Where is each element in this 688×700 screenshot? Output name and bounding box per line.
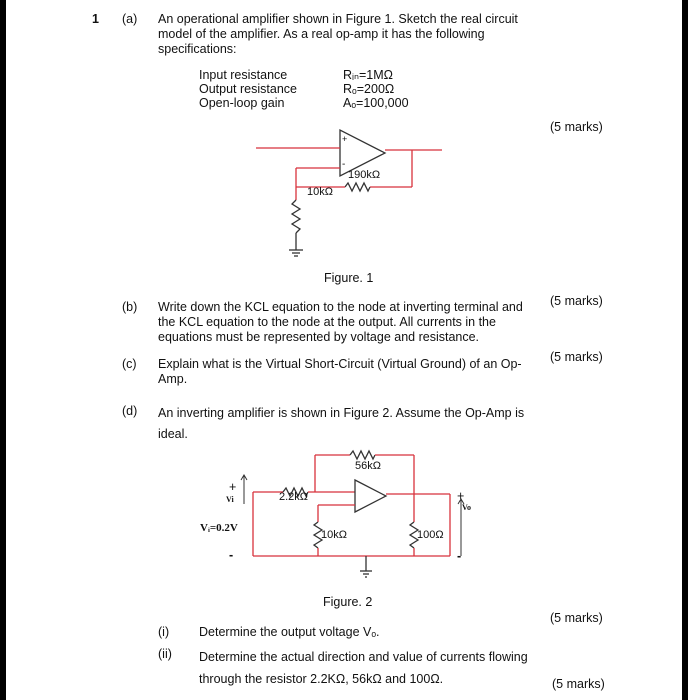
figure1-r-feedback-label: 190kΩ (348, 169, 381, 181)
spec-value-output: Rₒ=200Ω (343, 82, 395, 96)
sub-question-i-marks: (5 marks) (550, 611, 603, 625)
part-c-text: Explain what is the Virtual Short-Circuit (Virtual Ground) of an Op-Amp. (158, 357, 522, 386)
figure2-vo-label: Vo (462, 503, 472, 512)
sub-question-i-text: Determine the output voltage Vₒ. (199, 625, 380, 639)
spec-name-output: Output resistance (199, 82, 297, 96)
figure2-resistor-56k (350, 451, 375, 459)
question-number: 1 (92, 12, 99, 26)
figure2-r-load-label: 100Ω (417, 529, 444, 541)
figure1-r-ground-label: 10kΩ (307, 186, 333, 198)
spec-value-gain: Aₒ=100,000 (343, 96, 409, 110)
part-b-label: (b) (122, 300, 138, 314)
figure2-vi-plus: + (229, 480, 237, 494)
figure1-minus: - (342, 159, 346, 170)
figure2-r-input-label: 2.2kΩ (279, 491, 309, 503)
figure1-caption: Figure. 1 (324, 271, 374, 285)
figure2-vo-minus: - (457, 549, 462, 563)
spec-name-gain: Open-loop gain (199, 96, 285, 110)
part-a-marks: (5 marks) (550, 120, 603, 134)
part-a-text: An operational amplifier shown in Figure 1. Sketch the real circuit model of the amplifier. As a real op-amp it has the following specifications: (158, 12, 518, 56)
part-c-marks: (5 marks) (550, 350, 603, 364)
sub-question-ii-label: (ii) (158, 647, 172, 661)
part-b-marks: (5 marks) (550, 294, 603, 308)
figure2-vo-plus: + (457, 489, 465, 503)
figure2-r-ground-label: 10kΩ (321, 529, 347, 541)
figure2-opamp-triangle (355, 480, 386, 512)
part-b-text: Write down the KCL equation to the node at inverting terminal and the KCL equation to the node at the output. All currents in the equations must be represented by voltage and resistance. (158, 300, 523, 344)
figure2-vi-value: Vᵢ=0.2V (200, 522, 238, 534)
sub-question-i-label: (i) (158, 625, 170, 639)
figure2-r-feedback-label: 56kΩ (355, 460, 381, 472)
figure1-plus: + (342, 134, 348, 144)
part-d-label: (d) (122, 404, 138, 418)
part-d-text: An inverting amplifier is shown in Figure 2. Assume the Op-Amp is ideal. (158, 406, 525, 441)
figure2-vi-label: Vi (226, 495, 234, 504)
part-a-label: (a) (122, 12, 138, 26)
sub-question-ii-marks: (5 marks) (552, 677, 605, 691)
part-c-label: (c) (122, 357, 137, 371)
figure2-caption: Figure. 2 (323, 595, 373, 609)
spec-name-input: Input resistance (199, 68, 288, 82)
sub-question-ii-text: Determine the actual direction and value of currents flowing through the resistor 2.2KΩ, 56kΩ and 100Ω. (199, 650, 528, 686)
spec-value-input: Rᵢₙ=1MΩ (343, 68, 393, 82)
figure2-vi-minus: - (229, 548, 234, 562)
